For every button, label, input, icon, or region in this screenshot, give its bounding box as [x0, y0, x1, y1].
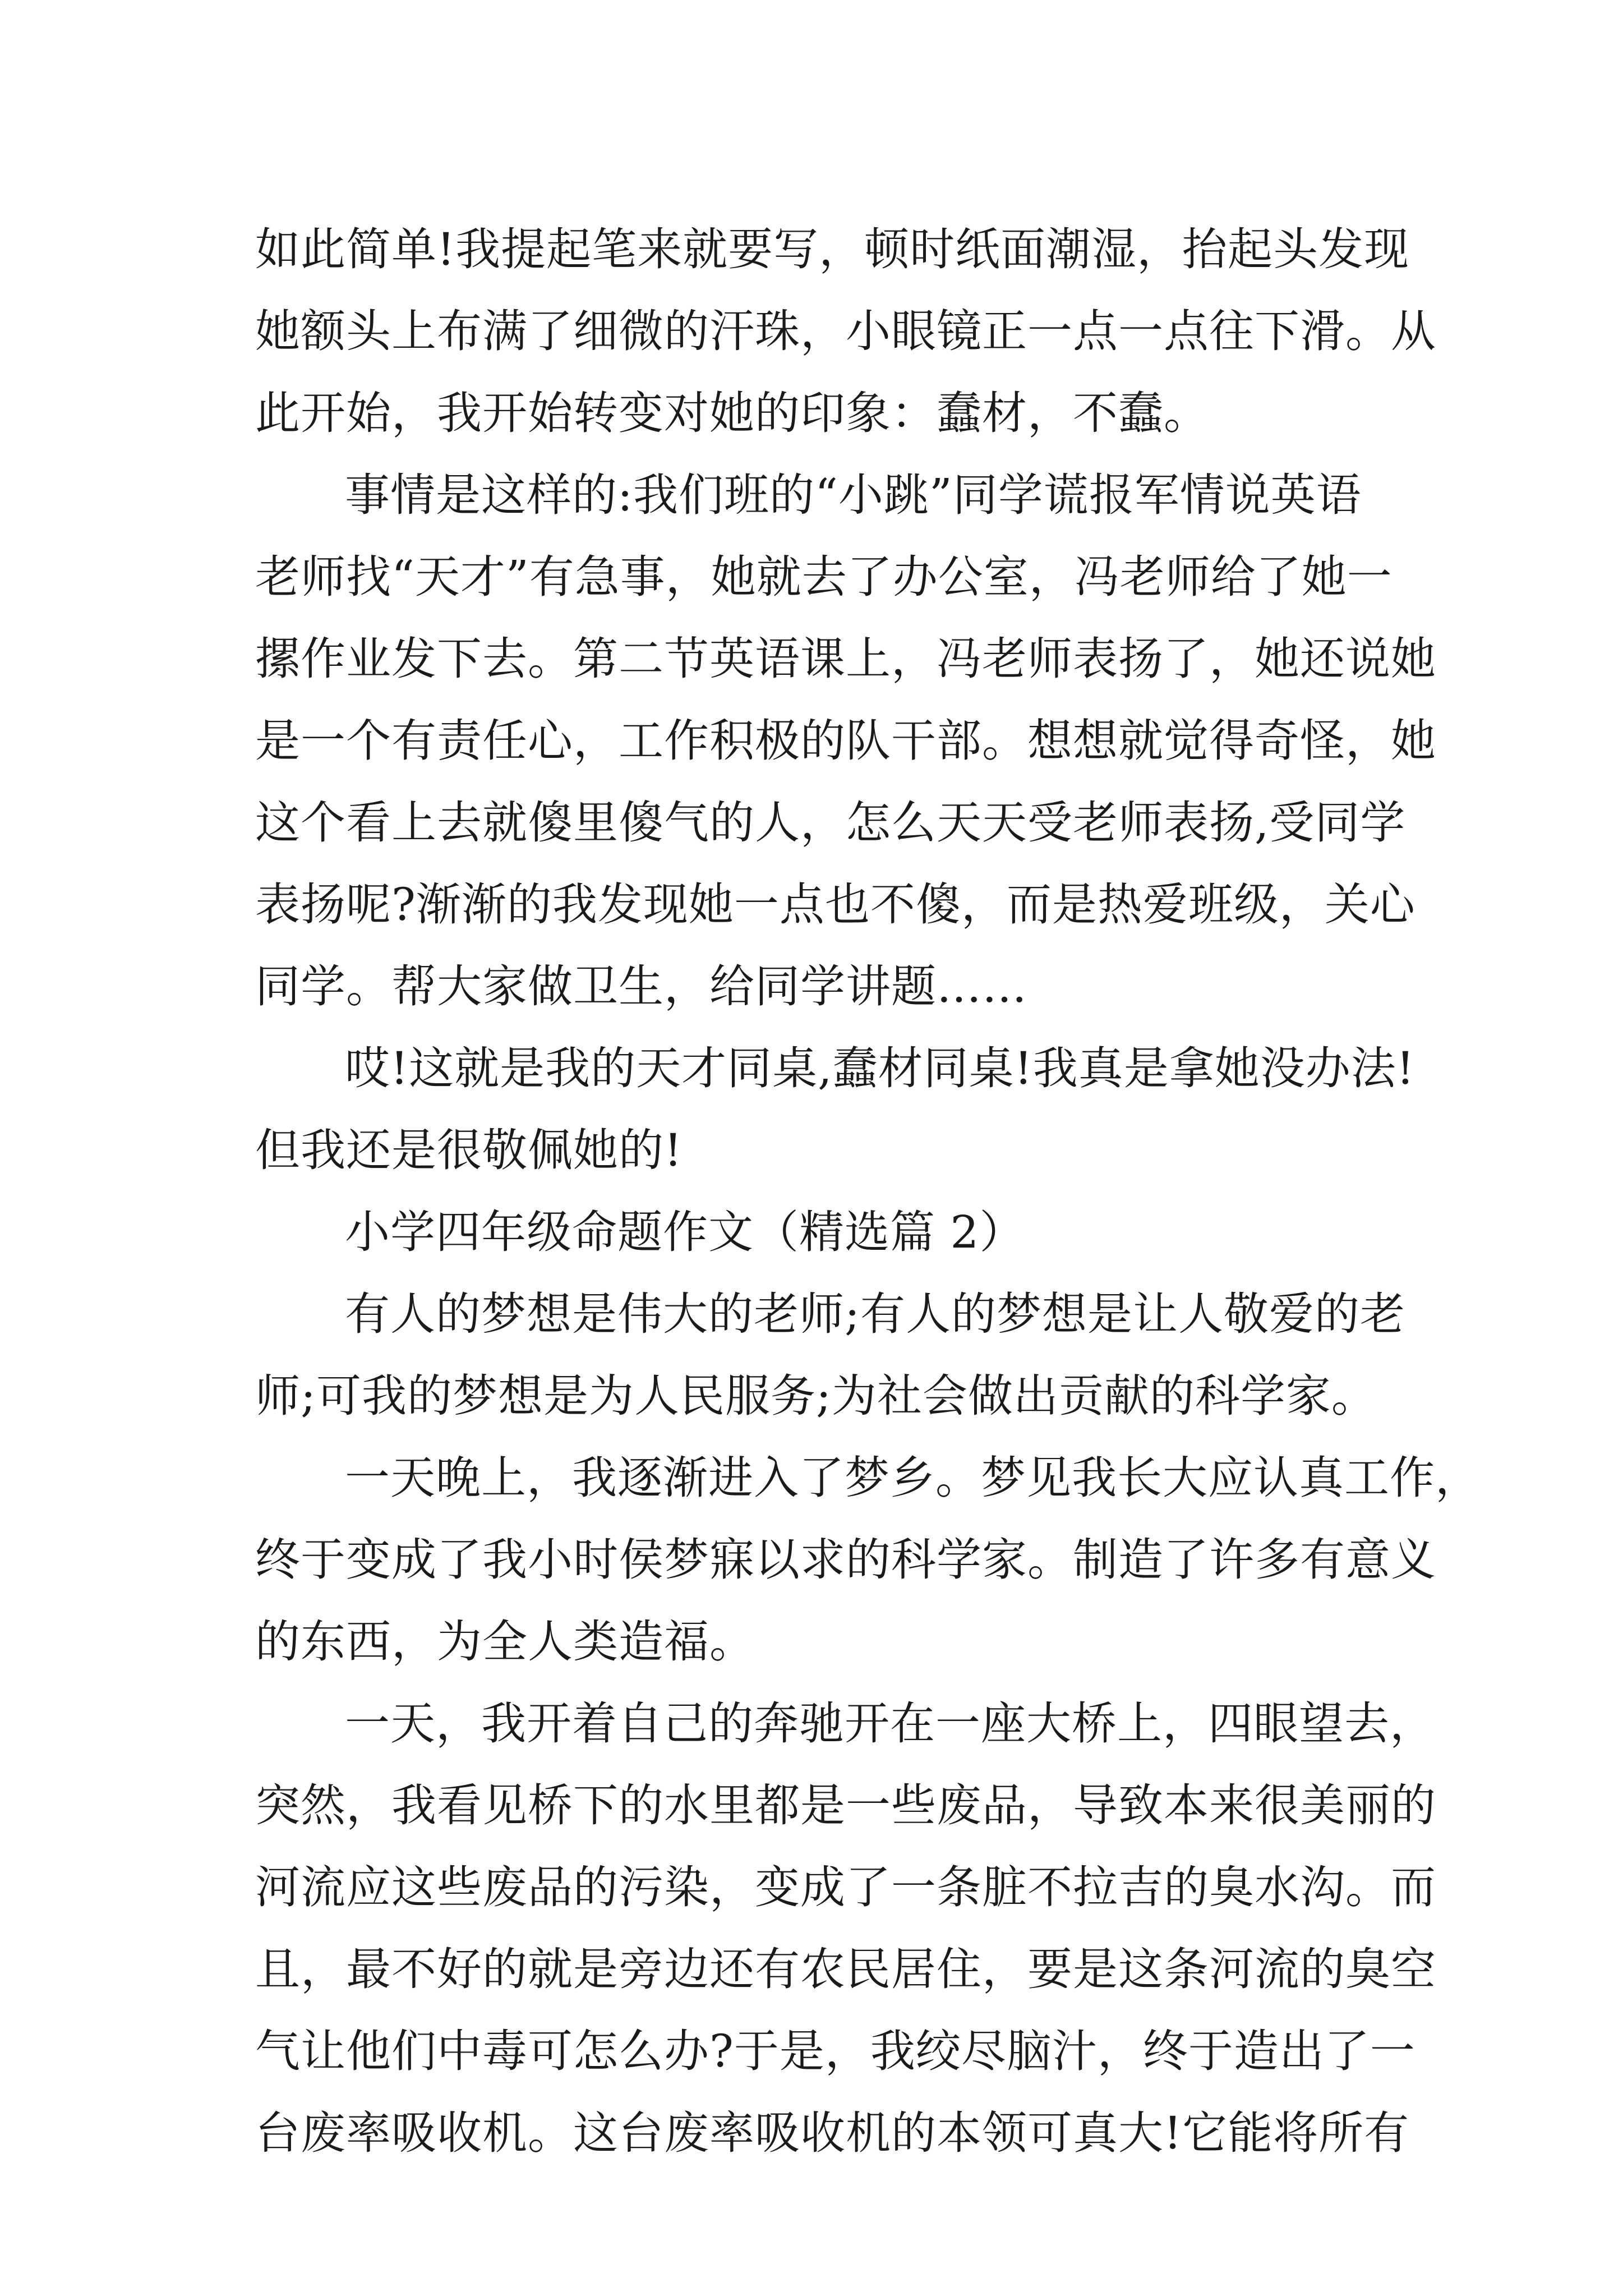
text-line: 表扬呢?渐渐的我发现她一点也不傻，而是热爱班级，关心	[255, 878, 1415, 931]
text-line: 突然，我看见桥下的水里都是一些废品，导致本来很美丽的	[255, 1779, 1436, 1832]
text-line: 摞作业发下去。第二节英语课上，冯老师表扬了，她还说她	[255, 633, 1436, 685]
text-line: 这个看上去就傻里傻气的人，怎么天天受老师表扬,受同学	[255, 797, 1406, 849]
text-line: 哎!这就是我的天才同桌,蠢材同桌!我真是拿她没办法!	[345, 1042, 1415, 1094]
text-line: 同学。帮大家做卫生，给同学讲题……	[255, 960, 1027, 1013]
text-line: 事情是这样的:我们班的“小跳”同学谎报军情说英语	[345, 469, 1362, 521]
text-line: 且，最不好的就是旁边还有农民居住，要是这条河流的臭空	[255, 1943, 1436, 1995]
text-line: 终于变成了我小时侯梦寐以求的科学家。制造了许多有意义	[255, 1534, 1436, 1586]
text-line: 如此简单!我提起笔来就要写，顿时纸面潮湿，抬起头发现	[255, 223, 1410, 275]
text-line: 她额头上布满了细微的汗珠，小眼镜正一点一点往下滑。从	[255, 305, 1436, 357]
text-line: 一天，我开着自己的奔驰开在一座大桥上，四眼望去，	[345, 1697, 1435, 1750]
section-heading: 小学四年级命题作文（精选篇 2）	[345, 1206, 1025, 1258]
text-line: 一天晚上，我逐渐进入了梦乡。梦见我长大应认真工作，	[345, 1452, 1481, 1504]
text-line: 气让他们中毒可怎么办?于是，我绞尽脑汁，终于造出了一	[255, 2025, 1415, 2077]
text-line: 老师找“天才”有急事，她就去了办公室，冯老师给了她一	[255, 551, 1393, 603]
text-line: 的东西，为全人类造福。	[255, 1616, 755, 1668]
text-line: 台废率吸收机。这台废率吸收机的本领可真大!它能将所有	[255, 2107, 1410, 2159]
text-line: 是一个有责任心，工作积极的队干部。想想就觉得奇怪，她	[255, 715, 1436, 767]
text-line: 但我还是很敬佩她的!	[255, 1124, 683, 1176]
text-line: 河流应这些废品的污染，变成了一条脏不拉吉的臭水沟。而	[255, 1861, 1436, 1913]
body-text	[255, 209, 1481, 2174]
text-line: 师;可我的梦想是为人民服务;为社会做出贡献的科学家。	[255, 1370, 1377, 1422]
text-line: 有人的梦想是伟大的老师;有人的梦想是让人敬爱的老	[345, 1288, 1405, 1340]
text-line: 此开始，我开始转变对她的印象：蠢材，不蠢。	[255, 387, 1209, 439]
